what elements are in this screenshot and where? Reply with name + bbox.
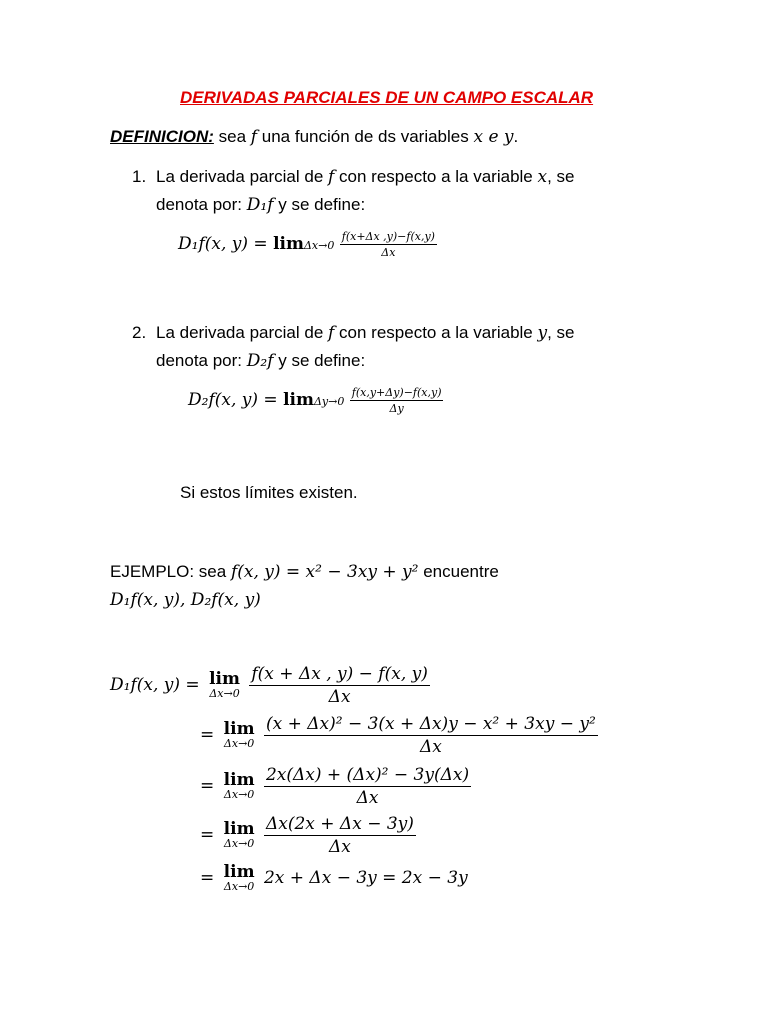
derivation-lim-4 bbox=[224, 821, 255, 850]
equals-sign: = bbox=[200, 725, 215, 745]
derivation-step-4 bbox=[200, 814, 416, 857]
lim-sub: Δx→0 bbox=[223, 837, 255, 850]
item1-line1 bbox=[156, 167, 574, 187]
item2-line2 bbox=[156, 351, 365, 371]
item2-text-c: , se bbox=[547, 323, 575, 342]
example-label: EJEMPLO: sea bbox=[110, 562, 231, 581]
derivation-step-3 bbox=[200, 765, 471, 808]
item1-formula-lim: lim bbox=[273, 234, 304, 254]
item2-number: 2. bbox=[132, 323, 147, 342]
lim-word: lim bbox=[209, 669, 240, 689]
item1-operator: D₁f bbox=[246, 195, 274, 215]
derivation-den-1: Δx bbox=[328, 687, 351, 707]
derivation-lim-1 bbox=[209, 671, 240, 700]
equals-sign: = bbox=[200, 776, 215, 796]
item1-line2 bbox=[156, 195, 365, 215]
derivation-lim-5 bbox=[224, 864, 255, 893]
item2-formula-fraction bbox=[350, 386, 444, 415]
definition-vars: x e y bbox=[473, 127, 514, 147]
derivation-lim-2 bbox=[224, 721, 255, 750]
derivation-step-5 bbox=[200, 864, 468, 893]
definition-f: f bbox=[250, 127, 258, 147]
item1-denota: denota por: bbox=[156, 195, 247, 214]
lim-word: lim bbox=[223, 819, 255, 839]
item1-text-b: con respecto a la variable bbox=[334, 167, 538, 186]
derivation-fraction-1 bbox=[249, 664, 429, 707]
item2-formula-sub: Δy→0 bbox=[313, 395, 345, 408]
item1-formula-den: Δx bbox=[381, 246, 396, 259]
equals-sign: = bbox=[200, 825, 215, 845]
definition-text-a: sea bbox=[213, 127, 251, 146]
limits-note: Si estos límites existen. bbox=[180, 483, 358, 502]
definition-text-b: una función de ds variables bbox=[257, 127, 474, 146]
derivation-step-1 bbox=[110, 664, 430, 707]
definition-label: DEFINICION: bbox=[110, 127, 214, 146]
derivation-num-2: (x + Δx)² − 3(x + Δx)y − x² + 3xy − y² bbox=[265, 714, 596, 734]
lim-sub: Δx→0 bbox=[223, 788, 255, 801]
derivation-lim-3 bbox=[224, 772, 255, 801]
derivation-step-2 bbox=[200, 714, 598, 757]
lim-sub: Δx→0 bbox=[223, 737, 255, 750]
definition-line bbox=[110, 127, 518, 147]
item2-f: f bbox=[328, 323, 335, 343]
derivation-final: 2x + Δx − 3y = 2x − 3y bbox=[263, 868, 468, 888]
item1-var: x bbox=[537, 167, 548, 187]
item2-line1 bbox=[156, 323, 575, 343]
item2-text-a: La derivada parcial de bbox=[156, 323, 329, 342]
lim-word: lim bbox=[223, 862, 255, 882]
equals-sign: = bbox=[200, 868, 215, 888]
item2-operator: D₂f bbox=[246, 351, 274, 371]
item2-formula-num: f(x,y+Δy)−f(x,y) bbox=[351, 386, 442, 399]
lim-word: lim bbox=[223, 719, 255, 739]
example-function: f(x, y) = x² − 3xy + y² bbox=[230, 562, 419, 582]
example-targets: D₁f(x, y), D₂f(x, y) bbox=[110, 590, 261, 610]
item2-var: y bbox=[537, 323, 548, 343]
item1-formula-lhs: D₁f(x, y) = bbox=[178, 234, 274, 254]
example-find: encuentre bbox=[418, 562, 499, 581]
derivation-fraction-3 bbox=[264, 765, 471, 808]
derivation-num-1: f(x + Δx , y) − f(x, y) bbox=[251, 664, 428, 684]
item2-formula-den: Δy bbox=[389, 402, 404, 415]
item1-number: 1. bbox=[132, 167, 147, 186]
derivation-num-4: Δx(2x + Δx − 3y) bbox=[265, 814, 414, 834]
item1-text-c: , se bbox=[547, 167, 575, 186]
item1-f: f bbox=[328, 167, 335, 187]
derivation-den-4: Δx bbox=[328, 837, 351, 857]
lim-sub: Δx→0 bbox=[209, 687, 240, 700]
derivation-lhs: D₁f(x, y) = bbox=[110, 675, 206, 695]
lim-sub: Δx→0 bbox=[223, 880, 255, 893]
item1-formula bbox=[178, 230, 437, 259]
item1-formula-fraction bbox=[340, 230, 437, 259]
item2-denota: denota por: bbox=[156, 351, 247, 370]
item2-define: y se define: bbox=[273, 351, 366, 370]
derivation-den-2: Δx bbox=[419, 737, 442, 757]
item1-formula-sub: Δx→0 bbox=[303, 239, 335, 252]
derivation-fraction-2 bbox=[264, 714, 598, 757]
example-line1 bbox=[110, 562, 499, 582]
definition-end: . bbox=[513, 127, 519, 146]
item1-define: y se define: bbox=[273, 195, 366, 214]
item1-formula-num: f(x+Δx ,y)−f(x,y) bbox=[341, 230, 435, 243]
example-line2 bbox=[110, 590, 261, 610]
item1-text-a: La derivada parcial de bbox=[156, 167, 329, 186]
derivation-fraction-4 bbox=[264, 814, 416, 857]
derivation-den-3: Δx bbox=[356, 788, 379, 808]
page-title: DERIVADAS PARCIALES DE UN CAMPO ESCALAR bbox=[180, 88, 594, 107]
item2-text-b: con respecto a la variable bbox=[334, 323, 538, 342]
item2-formula-lim: lim bbox=[283, 390, 314, 410]
lim-word: lim bbox=[223, 770, 255, 790]
item2-formula bbox=[188, 386, 443, 415]
derivation-num-3: 2x(Δx) + (Δx)² − 3y(Δx) bbox=[265, 765, 470, 785]
item2-formula-lhs: D₂f(x, y) = bbox=[188, 390, 284, 410]
